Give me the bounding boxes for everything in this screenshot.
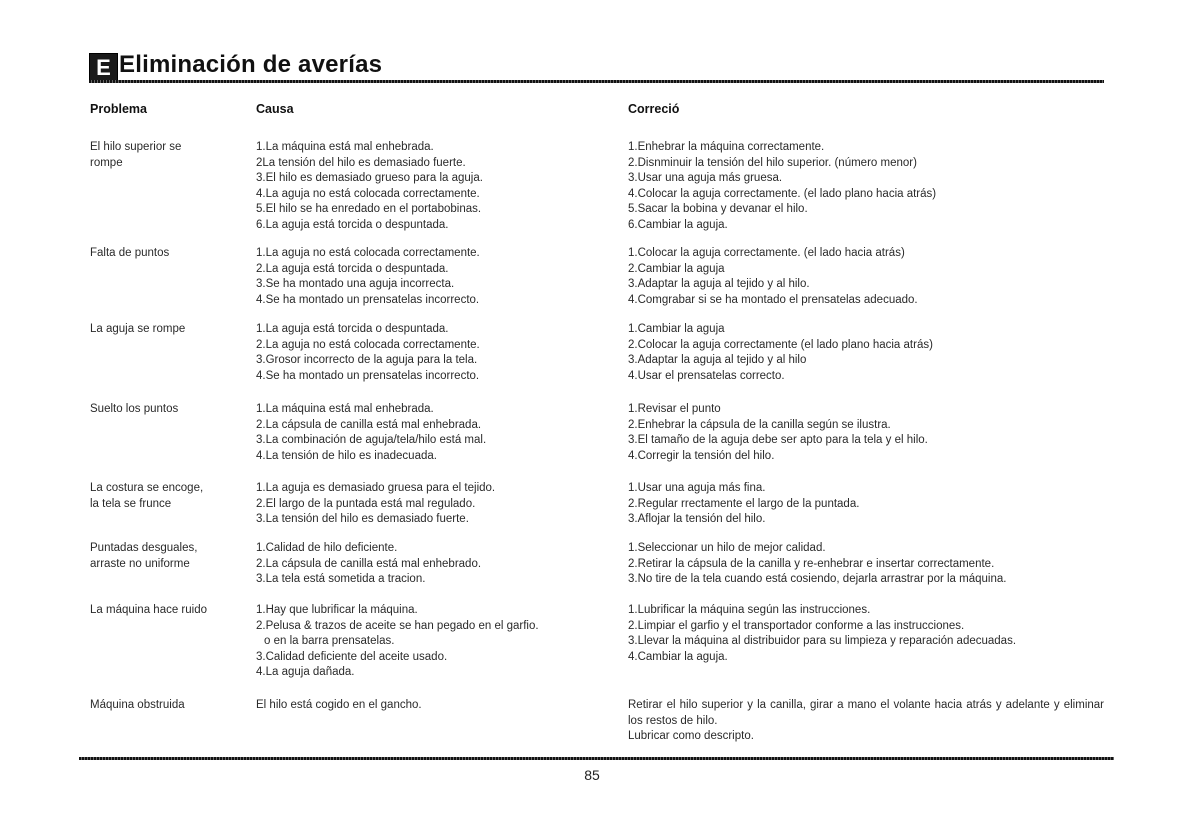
cell-line: 1.Calidad de hilo deficiente. bbox=[256, 542, 398, 554]
cell-line: la tela se frunce bbox=[90, 497, 172, 510]
page-title: Eliminación de averías bbox=[119, 51, 383, 78]
cell-line: 3.El tamaño de la aguja debe ser apto para la tela y el hilo. bbox=[628, 434, 928, 446]
column-header-correction: Correció bbox=[628, 102, 680, 116]
page-header bbox=[89, 53, 1104, 83]
cell-line: 2.Cambiar la aguja bbox=[628, 262, 725, 275]
cause-cell bbox=[256, 246, 616, 308]
cell-line: 4.Se ha montado un prensatelas incorrecto. bbox=[256, 369, 480, 382]
cell-line: La costura se encoge, bbox=[90, 482, 204, 494]
cell-line: La aguja se rompe bbox=[90, 323, 186, 335]
header-rule bbox=[89, 80, 1104, 83]
cell-line: 2.Colocar la aguja correctamente (el lado plano hacia atrás) bbox=[628, 338, 933, 351]
cell-line: 1.La máquina está mal enhebrada. bbox=[256, 403, 434, 415]
cell-line: 3.Calidad deficiente del aceite usado. bbox=[256, 650, 448, 663]
cell-line: o en la barra prensatelas. bbox=[264, 635, 395, 647]
footer-rule bbox=[79, 757, 1114, 760]
section-badge: E bbox=[89, 53, 118, 82]
cell-line: 2.Enhebrar la cápsula de la canilla según se ilustra. bbox=[628, 418, 891, 431]
problem-cell bbox=[90, 246, 250, 262]
cell-line: 1.Lubrificar la máquina según las instrucciones. bbox=[628, 604, 871, 616]
cell-line: 4.Comgrabar si se ha montado el prensatelas adecuado. bbox=[628, 293, 918, 306]
correction-cell bbox=[628, 481, 1108, 528]
cause-cell bbox=[256, 698, 616, 714]
problem-cell bbox=[90, 541, 250, 572]
cell-line: 3.Llevar la máquina al distribuidor para su limpieza y reparación adecuadas. bbox=[628, 635, 1017, 647]
cell-line: 3.No tire de la tela cuando está cosiendo, dejarla arrastrar por la máquina. bbox=[628, 573, 1007, 585]
cell-line: 5.El hilo se ha enredado en el portabobinas. bbox=[256, 203, 482, 215]
correction-cell bbox=[628, 246, 1108, 308]
correction-cell bbox=[628, 698, 1108, 745]
cell-line: 2.La cápsula de canilla está mal enhebrado. bbox=[256, 557, 482, 570]
cell-line: 2.El largo de la puntada está mal regulado. bbox=[256, 497, 476, 510]
cell-line: 1.Revisar el punto bbox=[628, 403, 721, 415]
cell-line: 4.La aguja no está colocada correctamente. bbox=[256, 187, 480, 200]
cell-line: 1.Seleccionar un hilo de mejor calidad. bbox=[628, 542, 826, 554]
cell-line: 2.La aguja está torcida o despuntada. bbox=[256, 262, 449, 275]
cell-line: 2La tensión del hilo es demasiado fuerte. bbox=[256, 156, 466, 169]
page-number: 85 bbox=[584, 767, 600, 783]
cell-line: 1.La aguja está torcida o despuntada. bbox=[256, 323, 449, 335]
cell-line: 2.Disnminuir la tensión del hilo superior. (número menor) bbox=[628, 156, 917, 169]
cell-line: 1.La aguja no está colocada correctamente. bbox=[256, 247, 480, 259]
cell-line: 1.Cambiar la aguja bbox=[628, 323, 725, 335]
cause-cell bbox=[256, 140, 616, 233]
cell-line: rompe bbox=[90, 156, 123, 169]
cell-line: 4.Se ha montado un prensatelas incorrecto. bbox=[256, 293, 480, 306]
cell-line: 3.Grosor incorrecto de la aguja para la tela. bbox=[256, 354, 478, 366]
cause-cell bbox=[256, 603, 616, 681]
cell-line: 4.Cambiar la aguja. bbox=[628, 650, 728, 663]
cell-line: 1.Colocar la aguja correctamente. (el lado hacia atrás) bbox=[628, 247, 905, 259]
cell-line: 4.Corregir la tensión del hilo. bbox=[628, 449, 775, 462]
correction-cell bbox=[628, 541, 1108, 588]
problem-cell bbox=[90, 140, 250, 171]
cell-line: 2.Limpiar el garfio y el transportador conforme a las instrucciones. bbox=[628, 619, 965, 632]
correction-cell bbox=[628, 402, 1108, 464]
cell-line: 4.Colocar la aguja correctamente. (el lado plano hacia atrás) bbox=[628, 187, 937, 200]
cell-line: La máquina hace ruido bbox=[90, 604, 207, 616]
problem-cell bbox=[90, 322, 250, 338]
cell-line: 4.La tensión de hilo es inadecuada. bbox=[256, 449, 437, 462]
cell-line: Retirar el hilo superior y la canilla, girar a mano el volante hacia atrás y adelante y eliminar los restos de hilo. bbox=[628, 699, 1104, 727]
cell-line: Falta de puntos bbox=[90, 247, 170, 259]
problem-cell bbox=[90, 698, 250, 714]
cell-line: 2.Regular rrectamente el largo de la puntada. bbox=[628, 497, 860, 510]
cell-line: 3.Adaptar la aguja al tejido y al hilo bbox=[628, 354, 807, 366]
cell-line: 2.La cápsula de canilla está mal enhebrada. bbox=[256, 418, 482, 431]
cause-cell bbox=[256, 322, 616, 384]
cell-line: 4.La aguja dañada. bbox=[256, 666, 355, 678]
cell-line: 6.Cambiar la aguja. bbox=[628, 218, 728, 231]
cell-line: 3.El hilo es demasiado grueso para la aguja. bbox=[256, 172, 483, 184]
cause-cell bbox=[256, 481, 616, 528]
cell-line: 3.La tela está sometida a tracion. bbox=[256, 573, 426, 585]
cell-line: 2.Pelusa & trazos de aceite se han pegado en el garfio. bbox=[256, 619, 539, 632]
cell-line: 2.La aguja no está colocada correctamente. bbox=[256, 338, 480, 351]
cell-line: Lubricar como descripto. bbox=[628, 730, 754, 742]
cause-cell bbox=[256, 541, 616, 588]
cell-line: 1.La aguja es demasiado gruesa para el tejido. bbox=[256, 482, 496, 494]
cell-line: El hilo está cogido en el gancho. bbox=[256, 699, 422, 711]
cell-line: 3.Se ha montado una aguja incorrecta. bbox=[256, 278, 455, 290]
cell-line: Suelto los puntos bbox=[90, 403, 179, 415]
cell-line: 3.Usar una aguja más gruesa. bbox=[628, 172, 783, 184]
cell-line: 3.Adaptar la aguja al tejido y al hilo. bbox=[628, 278, 810, 290]
cell-line: Máquina obstruida bbox=[90, 699, 185, 711]
cell-line: 2.Retirar la cápsula de la canilla y re-enhebrar e insertar correctamente. bbox=[628, 557, 995, 570]
cell-line: Puntadas desguales, bbox=[90, 542, 198, 554]
problem-cell bbox=[90, 603, 250, 619]
cell-line: arraste no uniforme bbox=[90, 557, 190, 570]
column-header-cause: Causa bbox=[256, 102, 294, 116]
cell-line: 1.La máquina está mal enhebrada. bbox=[256, 141, 434, 153]
column-header-problem: Problema bbox=[90, 102, 147, 116]
correction-cell bbox=[628, 322, 1108, 384]
cell-line: 5.Sacar la bobina y devanar el hilo. bbox=[628, 203, 808, 215]
cause-cell bbox=[256, 402, 616, 464]
cell-line: El hilo superior se bbox=[90, 141, 182, 153]
problem-cell bbox=[90, 402, 250, 418]
correction-cell bbox=[628, 603, 1108, 665]
cell-line: 3.Aflojar la tensión del hilo. bbox=[628, 513, 766, 525]
cell-line: 3.La combinación de aguja/tela/hilo está mal. bbox=[256, 434, 487, 446]
cell-line: 4.Usar el prensatelas correcto. bbox=[628, 369, 785, 382]
cell-line: 1.Usar una aguja más fina. bbox=[628, 482, 766, 494]
correction-cell bbox=[628, 140, 1108, 233]
cell-line: 1.Hay que lubrificar la máquina. bbox=[256, 604, 418, 616]
problem-cell bbox=[90, 481, 250, 512]
cell-line: 6.La aguja está torcida o despuntada. bbox=[256, 218, 449, 231]
cell-line: 3.La tensión del hilo es demasiado fuerte. bbox=[256, 513, 469, 525]
cell-line: 1.Enhebrar la máquina correctamente. bbox=[628, 141, 825, 153]
